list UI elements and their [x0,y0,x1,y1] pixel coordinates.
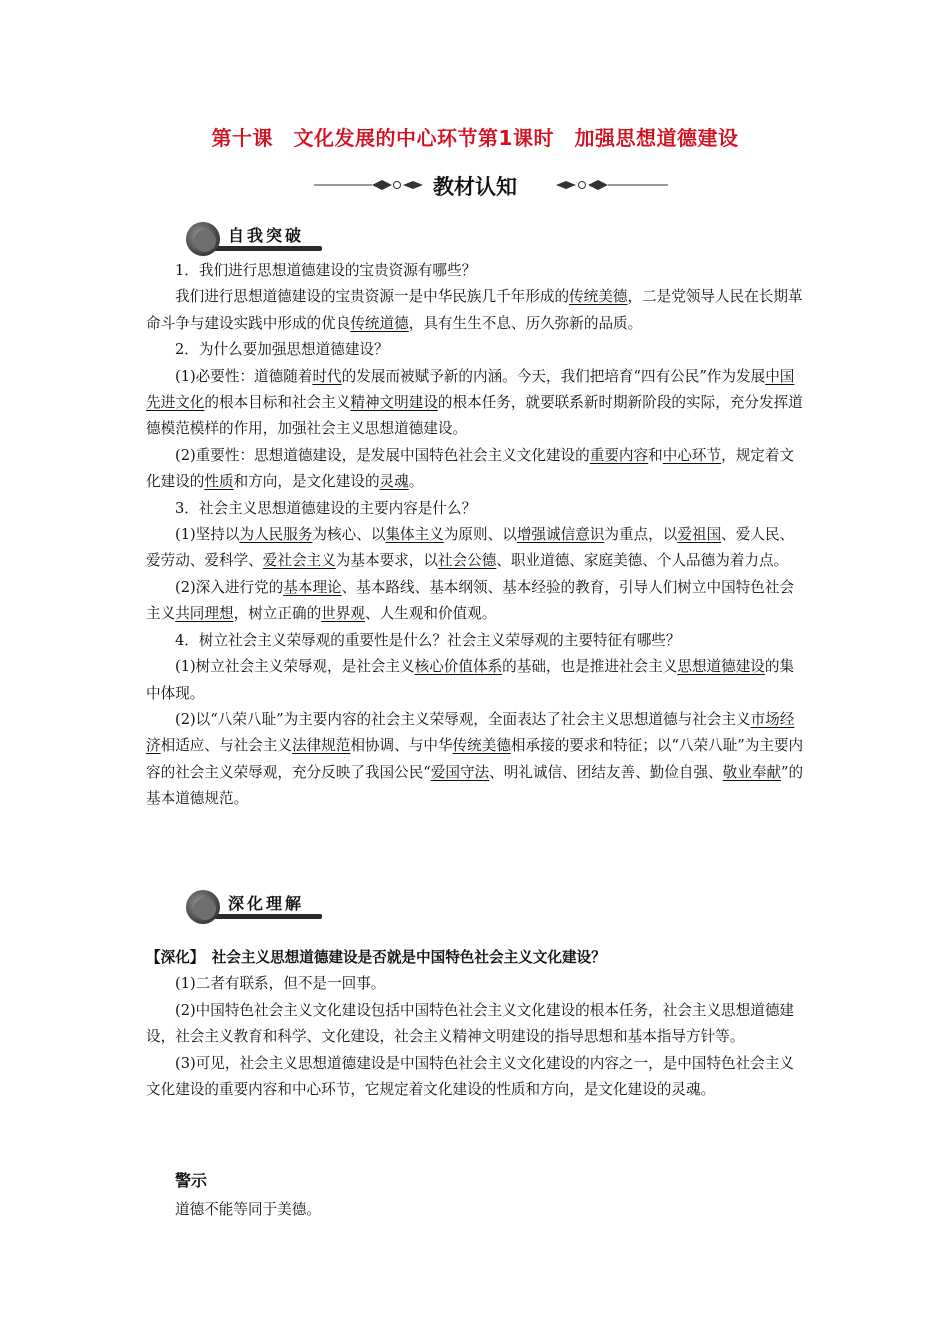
deep-point-1: (1)二者有联系，但不是一回事。 [175,975,386,993]
warning-text: 道德不能等同于美德。 [175,1201,321,1218]
question-2: 2．为什么要加强思想道德建设？ [175,341,389,359]
warning-label: 警示 [175,1171,208,1190]
question-3: 3．社会主义思想道德建设的主要内容是什么？ [175,499,477,517]
section-header [0,168,950,202]
deep-point-2: (2)中国特色社会主义文化建设包括中国特色社会主义文化建设的根本任务，社会主义思想道德建设，社会主义教育和科学、文化建设，社会主义精神文明建设的指导思想和基本指导方针等。 [146,1001,795,1046]
lesson-title: 第十课 文化发展的中心环节第1课时 加强思想道德建设 [211,126,739,150]
question-1: 1．我们进行思想道德建设的宝贵资源有哪些？ [175,262,477,279]
deep-question: 【深化】 社会主义思想道德建设是否就是中国特色社会主义文化建设？ [146,949,606,966]
answer-2-2: (2)重要性：思想道德建设，是发展中国特色社会主义文化建设的重要内容和中心环节，规定着文化建设的性质和方向，是文化建设的灵魂。 [146,446,795,491]
answer-4-1: (1)树立社会主义荣辱观，是社会主义核心价值体系的基础，也是推进社会主义思想道德建设的集中体现。 [146,658,795,702]
answer-2-1: (1)必要性：道德随着时代的发展而被赋予新的内涵。今天，我们把培育“四有公民”作为发展中国先进文化的根本目标和社会主义精神文明建设的根本任务，就要联系新时期新阶段的实际，充分发挥道德模范模样的作用，加强社会主义思想道德建设。 [146,367,803,438]
badge-deep-understanding: 深化理解 [186,890,322,926]
answer-1: 我们进行思想道德建设的宝贵资源一是中华民族几千年形成的传统美德，二是党领导人民在长期革命斗争与建设实践中形成的优良传统道德，具有生生不息、历久弥新的品质。 [146,288,803,332]
badge-circle-icon [186,222,220,256]
section-title: 教材认知 [433,175,517,199]
deep-point-3: (3)可见，社会主义思想道德建设是中国特色社会主义文化建设的内容之一，是中国特色社会主义文化建设的重要内容和中心环节，它规定着文化建设的性质和方向，是文化建设的灵魂。 [146,1054,795,1099]
question-4: 4．树立社会主义荣辱观的重要性是什么？社会主义荣辱观的主要特征有哪些？ [175,631,681,649]
badge-self-breakthrough: 自我突破 [186,222,322,258]
answer-3-1: (1)坚持以为人民服务为核心、以集体主义为原则、以增强诚信意识为重点，以爱祖国、爱人民、爱劳动、爱科学、爱社会主义为基本要求，以社会公德、职业道德、家庭美德、个人品德为着力点。 [146,526,795,570]
answer-4-2: (2)以“八荣八耻”为主要内容的社会主义荣辱观，全面表达了社会主义思想道德与社会主义市场经济相适应、与社会主义法律规范相协调、与中华传统美德相承接的要求和特征；以“八荣八耻”为主要内容的社会主义荣辱观，充分反映了我国公民“爱国守法、明礼诚信、团结友善、勤俭自强、敬业奉献”的基本道德规范。 [146,710,804,808]
deep-understanding-content [146,945,808,1103]
answer-3-2: (2)深入进行党的基本理论、基本路线、基本纲领、基本经验的教育，引导人们树立中国特色社会主义共同理想，树立正确的世界观、人生观和价值观。 [146,578,795,623]
self-breakthrough-content [146,258,808,813]
badge-circle-icon [186,890,220,924]
